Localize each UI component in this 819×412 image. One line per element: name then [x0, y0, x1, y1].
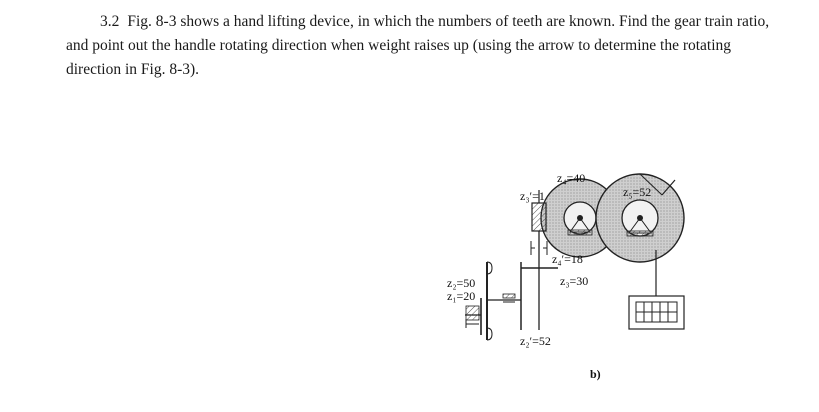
label-z5: z₅=52 — [623, 185, 652, 199]
problem-number: 3.2 — [100, 13, 120, 30]
handle-bearing — [466, 306, 479, 320]
label-z4p: z₄′=18 — [552, 252, 583, 266]
label-z2p: z₂′=52 — [520, 334, 551, 348]
label-z3p: z₃′=1 — [520, 189, 545, 203]
label-z3: z₃=30 — [560, 274, 589, 288]
worm-z3p — [532, 203, 546, 231]
problem-text: Fig. 8-3 shows a hand lifting device, in which the numbers of teeth are known. Find the gear train ratio, and point out the handle rotating direction when weight raises up (using the arrow to determine the rotating direction in Fig. 8-3). — [66, 13, 770, 78]
label-z1: z₁=20 — [447, 289, 476, 303]
label-z2: z₂=50 — [447, 276, 476, 290]
label-z4: z₄=40 — [557, 171, 586, 185]
figure-caption: b) — [590, 367, 601, 381]
